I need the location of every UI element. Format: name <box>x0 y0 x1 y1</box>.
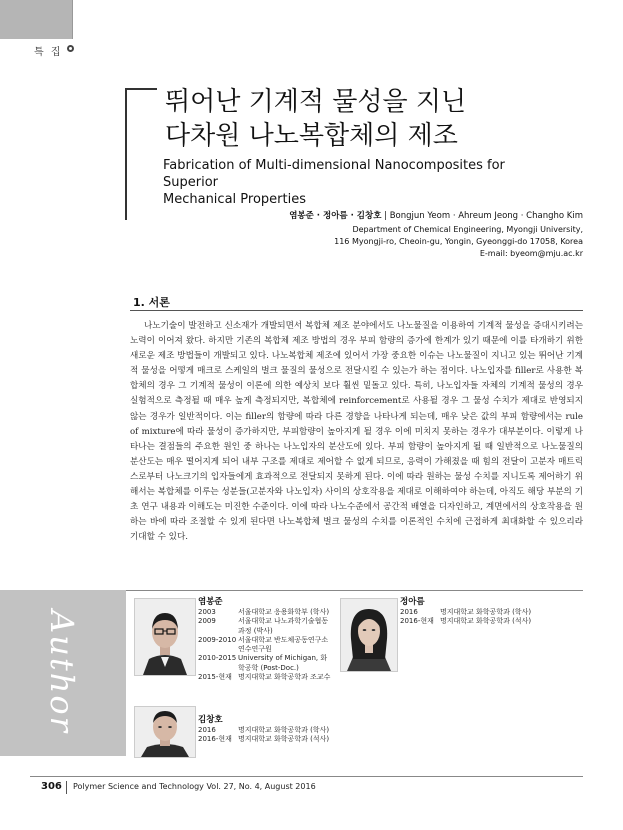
bio-entry <box>400 608 560 617</box>
bio-desc: 서울대학교 반도체공동연구소 연수연구원 <box>238 635 329 654</box>
bio-year: 2015-현재 <box>198 673 232 682</box>
journal-citation: Polymer Science and Technology Vol. 27, No. 4, August 2016 <box>73 782 316 791</box>
affiliation <box>334 224 583 260</box>
header-tab-block <box>0 0 72 39</box>
body-paragraph: 나노기술이 발전하고 신소재가 개발되면서 복합체 제조 분야에서도 나노물질을 이용하여 기계적 물성을 증대시키려는 노력이 이어져 왔다. 하지만 기존의 복합체 제조 방법의 경우 부피 함량의 증가에 한계가 있기 때문에 이를 타개하기 위한 새로운 제조 방법들이 개발되고 있다. 나노복합체 제조에 있어서 가장 중요한 이슈는 나노물질이 지니고 있는 뛰어난 기계적 물성을 어떻게 매크로 스케일의 벌크 물질의 물성으로 전달시킬 수 있는가 하는 점이다. 나노입자를 filler로 사용한 복합체의 경우 그 기계적 물성이 이론에 의한 예상치 보다 훨씬 밑돌고 있다. 특히, 나노입자들 자체의 기계적 물성의 경우 실험적으로 측정될 때 매우 높게 측정되지만, 복합체에 reinforcement로 사용될 경우 그 물성 수치가 제대로 반영되지 않는 경우가 일반적이다. 이는 filler의 함량에 따라 다른 경향을 나타나게 되는데, 매우 낮은 값의 부피 함량에서는 rule of mixture에 따라 물성이 증가하지만, 부피함량이 높아지게 될 경우 이에 미치지 못하는 경우가 대부분이다. 이렇게 나타나는 결점들의 주요한 원인 중 하나는 나노입자의 분산도에 있다. 부피 함량이 높아지게 될 때 일반적으로 나노물질의 분산도는 매우 떨어지게 되어 내부 구조를 제대로 제어할 수 없게 되므로, 응력이 가해졌을 때 힘의 전달이 고분자 매트릭스로부터 나노크기의 입자들에게 효과적으로 전달되지 못하게 된다. 이에 따라 원하는 물성 수치를 지니도록 제어하기 위해서는 복합체를 이루는 성분들(고분자와 나노입자) 사이의 상호작용을 제대로 이해하여야 하는데, 아직도 해당 부분의 기초 연구 내용과 이해도는 미진한 수준이다. 이에 따라 나노수준에서 공간적 배열을 디자인하고, 계면에서의 상호작용을 원하는 바에 따라 조절할 수 있게 된다면 나노복합체 벌크 물성의 수치를 이론적인 수치에 근접하게 최대화할 수 있으리라 기대할 수 있다. <box>130 321 583 543</box>
bio-name-kim: 김창호 <box>198 715 223 725</box>
title-english <box>163 157 543 208</box>
bio-desc: 명지대학교 화학공학과 (석사) <box>238 735 330 744</box>
bio-desc: 명지대학교 화학공학과 (학사) <box>238 726 330 734</box>
author-photo-kim <box>134 706 196 758</box>
bio-name-jeong: 정아름 <box>400 597 425 607</box>
bio-name-yeom: 염봉준 <box>198 597 223 607</box>
bio-entries-kim <box>198 726 332 745</box>
bio-year: 2009 <box>198 617 216 626</box>
bio-desc: University of Michigan, 화학공학 (Post-Doc.) <box>238 654 328 672</box>
bio-entry <box>198 617 332 636</box>
section-tag: 특 집 <box>34 47 63 58</box>
header-tab-divider <box>72 0 73 39</box>
author-photo-jeong <box>340 598 398 672</box>
bio-entry <box>198 735 332 744</box>
bio-entry <box>198 654 332 673</box>
affiliation-email: E-mail: byeom@mju.ac.kr <box>479 249 583 258</box>
bio-desc: 명지대학교 화학공학과 (석사) <box>440 617 532 626</box>
author-line <box>289 209 583 221</box>
bio-year: 2016 <box>400 608 418 616</box>
bio-entries-yeom <box>198 608 332 682</box>
author-rule <box>126 590 583 591</box>
bio-entry <box>400 617 560 626</box>
bio-entry <box>198 726 332 735</box>
bio-year: 2016-현재 <box>198 735 232 744</box>
title-english-line1: Fabrication of Multi-dimensional Nanocomposites for Superior <box>163 158 505 190</box>
title-korean <box>165 85 466 153</box>
authors-english: Bongjun Yeom · Ahreum Jeong · Changho Kim <box>389 211 583 221</box>
section-rule <box>130 310 583 311</box>
bio-entry <box>198 636 332 655</box>
footer-divider <box>66 781 67 794</box>
bio-year: 2010-2015 <box>198 654 237 663</box>
affiliation-line2: 116 Myongji-ro, Cheoin-gu, Yongin, Gyeonggi-do 17058, Korea <box>334 237 583 246</box>
title-english-line2: Mechanical Properties <box>163 192 306 207</box>
authors-separator: | <box>384 211 390 221</box>
title-korean-line1: 뛰어난 기계적 물성을 지닌 <box>165 87 467 117</box>
affiliation-line1: Department of Chemical Engineering, Myongji University, <box>352 225 583 234</box>
author-section-label: Author <box>43 610 81 734</box>
bio-desc: 명지대학교 화학공학과 (학사) <box>440 608 532 616</box>
bio-year: 2016-현재 <box>400 617 434 626</box>
author-photo-yeom <box>134 598 196 676</box>
bio-desc: 명지대학교 화학공학과 조교수 <box>238 673 331 682</box>
title-bracket <box>125 88 157 220</box>
section-heading: 1. 서론 <box>133 296 170 309</box>
bio-desc: 서울대학교 나노과학기술협동과정 (박사) <box>238 617 329 635</box>
title-korean-line2: 다차원 나노복합체의 제조 <box>165 121 458 151</box>
bio-entries-jeong <box>400 608 560 627</box>
bio-year: 2016 <box>198 726 216 734</box>
bio-entry <box>198 673 332 682</box>
page-number: 306 <box>41 781 62 792</box>
authors-korean: 염봉준 · 정아름 · 김창호 <box>289 211 382 221</box>
section-dot-icon <box>67 45 74 52</box>
bio-desc: 서울대학교 응용화학부 (학사) <box>238 608 330 616</box>
bio-year: 2009-2010 <box>198 635 237 644</box>
bio-year: 2003 <box>198 608 216 616</box>
bio-entry <box>198 608 332 617</box>
footer-rule <box>30 776 583 777</box>
